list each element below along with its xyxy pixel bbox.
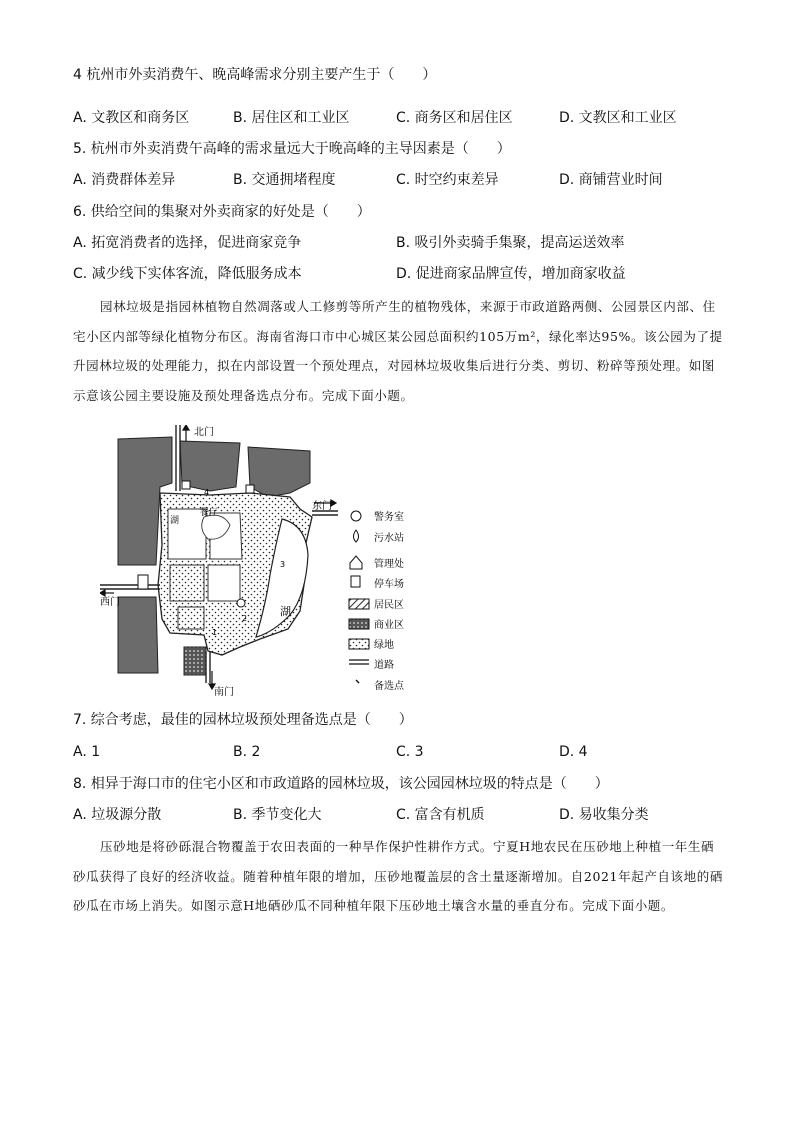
q6-option-d: D. 促进商家品牌宣传，增加商家收益 bbox=[396, 266, 626, 282]
q6-option-b: B. 吸引外卖骑手集聚，提高运送效率 bbox=[396, 235, 625, 251]
park-map-figure bbox=[100, 425, 430, 700]
map-parking-icon bbox=[138, 575, 148, 589]
q4-option-a: A. 文教区和商务区 bbox=[73, 110, 190, 126]
legend-commercial: 商业区 bbox=[374, 620, 404, 631]
q5-stem: 5. 杭州市外卖消费午高峰的需求量远大于晚高峰的主导因素是（ ） bbox=[73, 141, 511, 157]
q8-option-a: A. 垃圾源分散 bbox=[73, 807, 162, 823]
lake-label: 湖 bbox=[280, 605, 291, 618]
q7-stem: 7. 综合考虑，最佳的园林垃圾预处理备选点是（ ） bbox=[73, 712, 413, 728]
commercial-block bbox=[184, 647, 206, 675]
q5-option-a: A. 消费群体差异 bbox=[73, 172, 176, 188]
west-gate-label: 西门 bbox=[100, 597, 120, 608]
legend-sewage: 污水站 bbox=[374, 533, 404, 544]
residential-swatch bbox=[349, 599, 369, 609]
candidate-point-1: 1 bbox=[212, 628, 218, 637]
passage-garden-waste: 园林垃圾是指园林植物自然凋落或人工修剪等所产生的植物残体，来源于市政道路两侧、公园景区内部、住宅小区内部等绿化植物分布区。海南省海口市中心城区某公园总面积约105万m²，绿化率达95%。该公园为了提升园林垃圾的处理能力，拟在内部设置一个预处理点，对园林垃圾收集后进行分类、剪切、粉碎等预处理。如图示意该公园主要设施及预处理备选点分布。完成下面小题。 bbox=[73, 299, 723, 403]
candidate-point-icon bbox=[356, 680, 359, 683]
q5-option-b: B. 交通拥堵程度 bbox=[233, 172, 336, 188]
green-swatch bbox=[349, 639, 369, 649]
q7-option-d: D. 4 bbox=[559, 744, 588, 760]
q7-option-a: A. 1 bbox=[73, 744, 101, 760]
map-admin-icon bbox=[182, 481, 190, 489]
south-gate-label: 南门 bbox=[214, 687, 234, 698]
q8-option-c: C. 富含有机质 bbox=[396, 807, 485, 823]
q4-stem: 4 杭州市外卖消费午、晚高峰需求分别主要产生于（ ） bbox=[73, 67, 437, 83]
passage-sand-field: 压砂地是将砂砾混合物覆盖于农田表面的一种旱作保护性耕作方式。宁夏H地农民在压砂地上种植一年生硒砂瓜获得了良好的经济收益。随着种植年限的增加，压砂地覆盖层的含土量逐渐增加。自2021年起产自该地的硒砂瓜在市场上消失。如图示意H地硒砂瓜不同种植年限下压砂地土壤含水量的垂直分布。完成下面小题。 bbox=[73, 839, 723, 913]
pond-label: 湖 bbox=[170, 516, 180, 526]
legend-residential: 居民区 bbox=[374, 600, 404, 611]
north-gate-label: 北门 bbox=[194, 427, 214, 438]
q5-option-d: D. 商铺营业时间 bbox=[559, 172, 663, 188]
legend-admin: 管理处 bbox=[374, 559, 404, 570]
restaurant-label: 餐厅 bbox=[200, 508, 219, 518]
q7-option-c: C. 3 bbox=[396, 744, 424, 760]
q7-option-b: B. 2 bbox=[233, 744, 261, 760]
commercial-swatch bbox=[349, 619, 369, 629]
map-legend bbox=[349, 510, 405, 692]
q8-option-d: D. 易收集分类 bbox=[559, 807, 649, 823]
parking-icon bbox=[351, 576, 360, 587]
q6-stem: 6. 供给空间的集聚对外卖商家的好处是（ ） bbox=[73, 204, 371, 220]
legend-green: 绿地 bbox=[374, 640, 394, 651]
q4-option-c: C. 商务区和居住区 bbox=[396, 110, 513, 126]
east-gate-label: 东门 bbox=[312, 501, 332, 512]
map-sewage-icon bbox=[237, 599, 245, 607]
admin-icon bbox=[350, 556, 362, 569]
police-icon bbox=[351, 511, 361, 521]
legend-road: 道路 bbox=[374, 660, 394, 671]
candidate-point-2: 2 bbox=[242, 614, 248, 623]
q6-option-c: C. 减少线下实体客流，降低服务成本 bbox=[73, 266, 302, 282]
sewage-icon bbox=[354, 530, 359, 542]
q4-option-b: B. 居住区和工业区 bbox=[233, 110, 350, 126]
q6-option-a: A. 拓宽消费者的选择，促进商家竞争 bbox=[73, 235, 302, 251]
legend-candidate: 备选点 bbox=[374, 681, 404, 692]
q8-stem: 8. 相异于海口市的住宅小区和市政道路的园林垃圾，该公园园林垃圾的特点是（ ） bbox=[73, 776, 609, 792]
candidate-point-4: 4 bbox=[204, 488, 210, 497]
q5-option-c: C. 时空约束差异 bbox=[396, 172, 499, 188]
q4-option-d: D. 文教区和工业区 bbox=[559, 110, 677, 126]
q8-option-b: B. 季节变化大 bbox=[233, 807, 322, 823]
candidate-point-3: 3 bbox=[280, 560, 286, 569]
map-police-icon bbox=[246, 485, 254, 493]
legend-police: 警务室 bbox=[374, 512, 404, 523]
legend-parking: 停车场 bbox=[374, 579, 404, 590]
